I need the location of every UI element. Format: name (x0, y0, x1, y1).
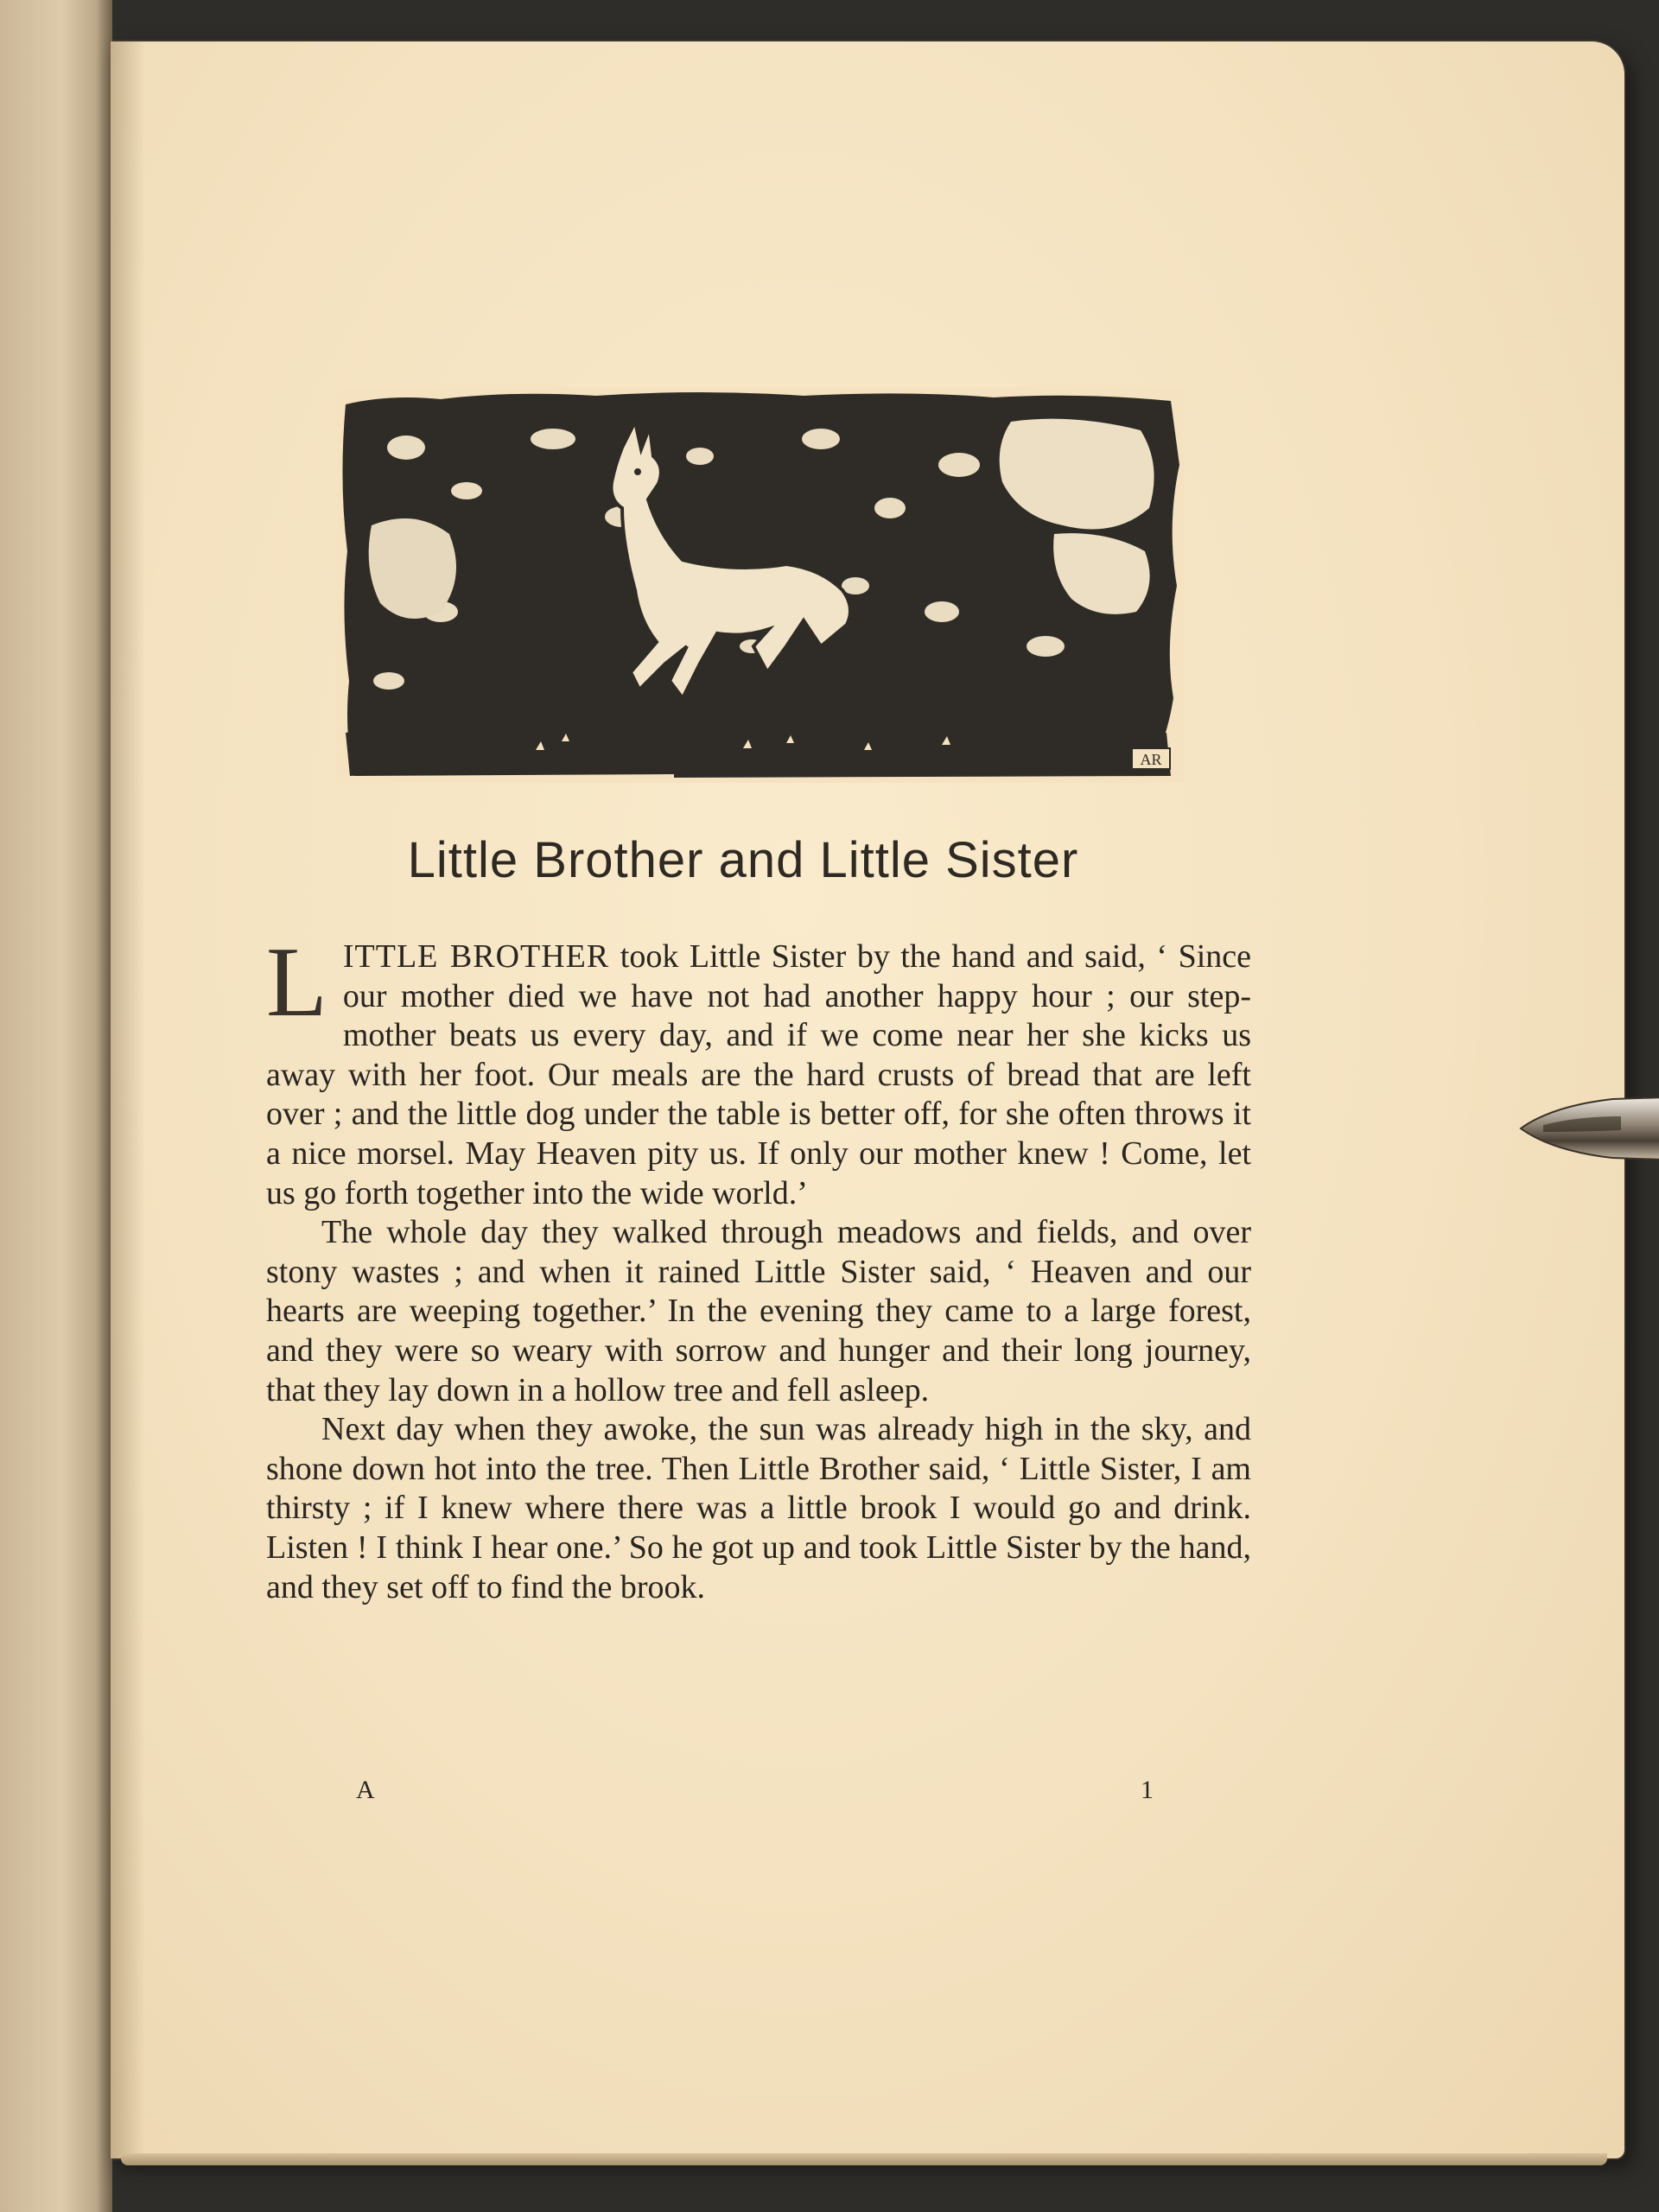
illustrator-monogram: AR (1140, 751, 1162, 768)
paragraph-3: Next day when they awoke, the sun was already high in the sky, and shone down hot into the tree. Then Little Brother said, ‘ Little Sister, I am thirsty ; if I knew where there was a little brook I would go and drink. Listen ! I think I hear one.’ So he got up and took Little Sister by the hand, and they set off to find the brook. (266, 1411, 1251, 1605)
signature-mark: A (356, 1776, 375, 1804)
page-number: 1 (1141, 1776, 1154, 1804)
drop-cap: L (266, 927, 327, 1038)
facing-page-edge (0, 0, 112, 2212)
paragraph-1 (266, 927, 1251, 1213)
page-gutter-shadow (111, 41, 145, 2158)
woodcut-deer-illustration (337, 387, 1184, 783)
story-body (266, 927, 1251, 1607)
pen-tip (1517, 1090, 1659, 1166)
opening-small-caps: ITTLE BROTHER (342, 938, 610, 975)
page-stack-edge (121, 2153, 1607, 2165)
story-title: Little Brother and Little Sister (407, 832, 1079, 888)
paragraph-1-text: took Little Sister by the hand and said, ‘ Since our mother died we have not had another happy hour ; our step-mother beats us every day, and if we come near her she kicks us away with her foot. Our meals are the hard crusts of bread that are left over ; and the little dog under the table is better off, for she often throws it a nice morsel. May Heaven pity us. If only our mother knew ! Come, let us go forth together into the wide world.’ (266, 938, 1251, 1211)
paragraph-2: The whole day they walked through meadows and fields, and over stony wastes ; and when it rained Little Sister said, ‘ Heaven and our hearts are weeping together.’ In the evening they came to a large forest, and they were so weary with sorrow and hunger and their long journey, that they lay down in a hollow tree and fell asleep. (266, 1214, 1251, 1408)
